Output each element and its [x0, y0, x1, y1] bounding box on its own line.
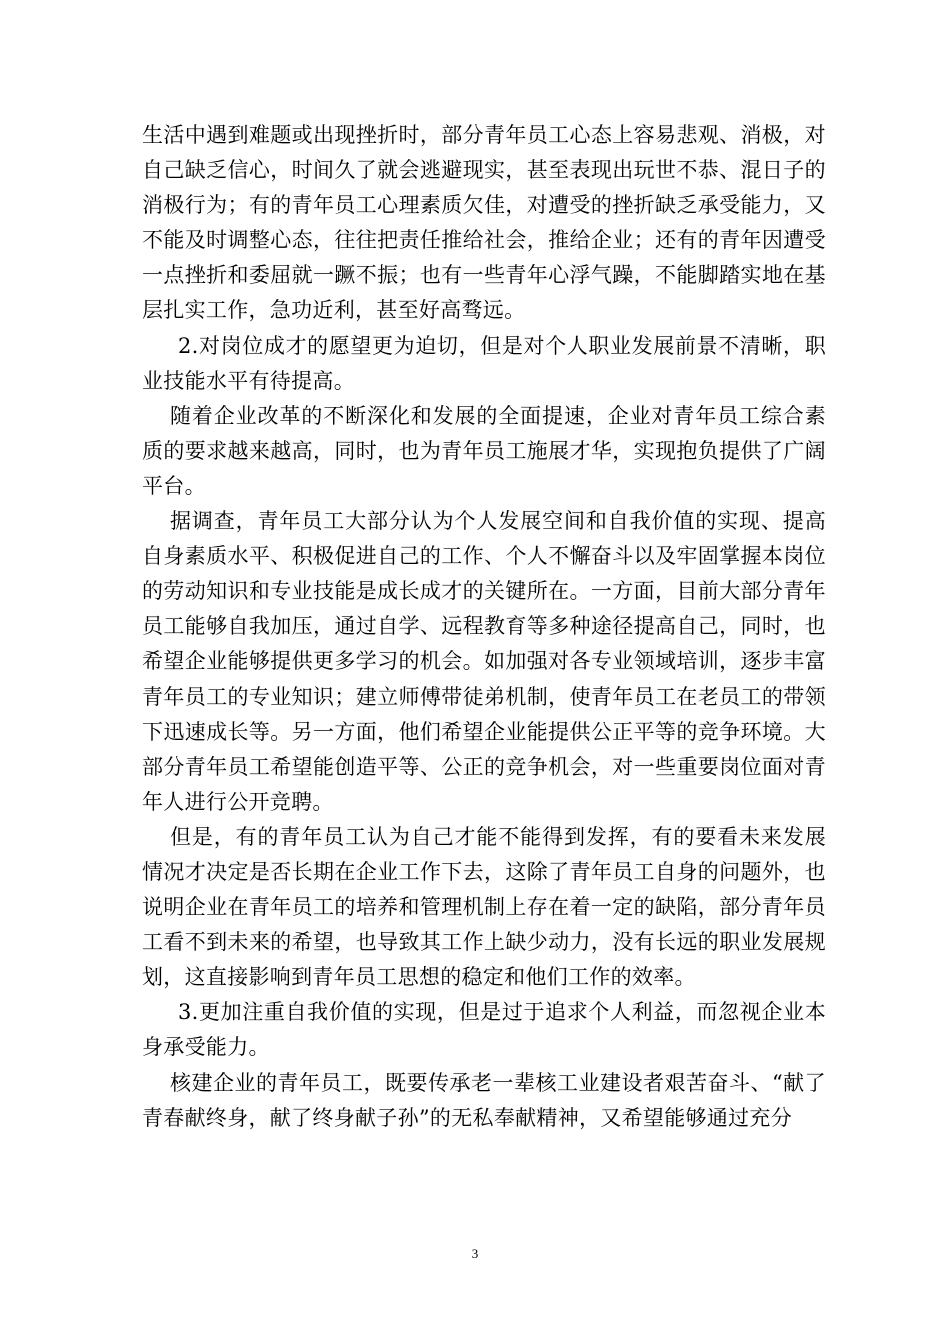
section-heading-3: 3.更加注重自我价值的实现，但是过于追求个人利益，而忽视企业本身承受能力。 — [142, 1000, 826, 1060]
paragraph-4: 据调查，青年员工大部分认为个人发展空间和自我价值的实现、提高自身素质水平、积极促进自己的工作、个人不懈奋斗以及牢固掌握本岗位的劳动知识和专业技能是成长成才的关键所在。一方面，目前大部分青年员工能够自我加压，通过自学、远程教育等多种途径提高自己，同时，也希望企业能够提供更多学习的机会。如加强对各专业领域培训，逐步丰富青年员工的专业知识；建立师傅带徒弟机制，使青年员工在老员工的带领下迅速成长等。另一方面，他们希望企业能提供公正平等的竞争环境。大部分青年员工希望能创造平等、公正的竞争机会，对一些重要岗位面对青年人进行公开竞聘。 — [142, 509, 826, 814]
paragraph-1: 生活中遇到难题或出现挫折时，部分青年员工心态上容易悲观、消极，对自己缺乏信心，时间久了就会逃避现实，甚至表现出玩世不恭、混日子的消极行为；有的青年员工心理素质欠佳，对遭受的挫折缺乏承受能力，又不能及时调整心态，往往把责任推给社会，推给企业；还有的青年因遭受一点挫折和委屈就一蹶不振；也有一些青年心浮气躁，不能脚踏实地在基层扎实工作，急功近利，甚至好高骛远。 — [142, 123, 826, 323]
page-number: 3 — [471, 1246, 479, 1261]
paragraph-7: 核建企业的青年员工，既要传承老一辈核工业建设者艰苦奋斗、“献了青春献终身，献了终身献子孙”的无私奉献精神，又希望能够通过充分 — [142, 1070, 826, 1130]
paragraph-5: 但是，有的青年员工认为自己才能不能得到发挥，有的要看未来发展情况才决定是否长期在企业工作下去，这除了青年员工自身的问题外，也说明企业在青年员工的培养和管理机制上存在着一定的缺陷，部分青年员工看不到未来的希望，也导致其工作上缺少动力，没有长远的职业发展规划，这直接影响到青年员工思想的稳定和他们工作的效率。 — [142, 824, 826, 990]
section-heading-2: 2.对岗位成才的愿望更为迫切，但是对个人职业发展前景不清晰，职业技能水平有待提高。 — [142, 333, 826, 393]
body-text — [142, 118, 826, 1136]
paragraph-3: 随着企业改革的不断深化和发展的全面提速，企业对青年员工综合素质的要求越来越高，同时，也为青年员工施展才华，实现抱负提供了广阔平台。 — [142, 403, 826, 498]
